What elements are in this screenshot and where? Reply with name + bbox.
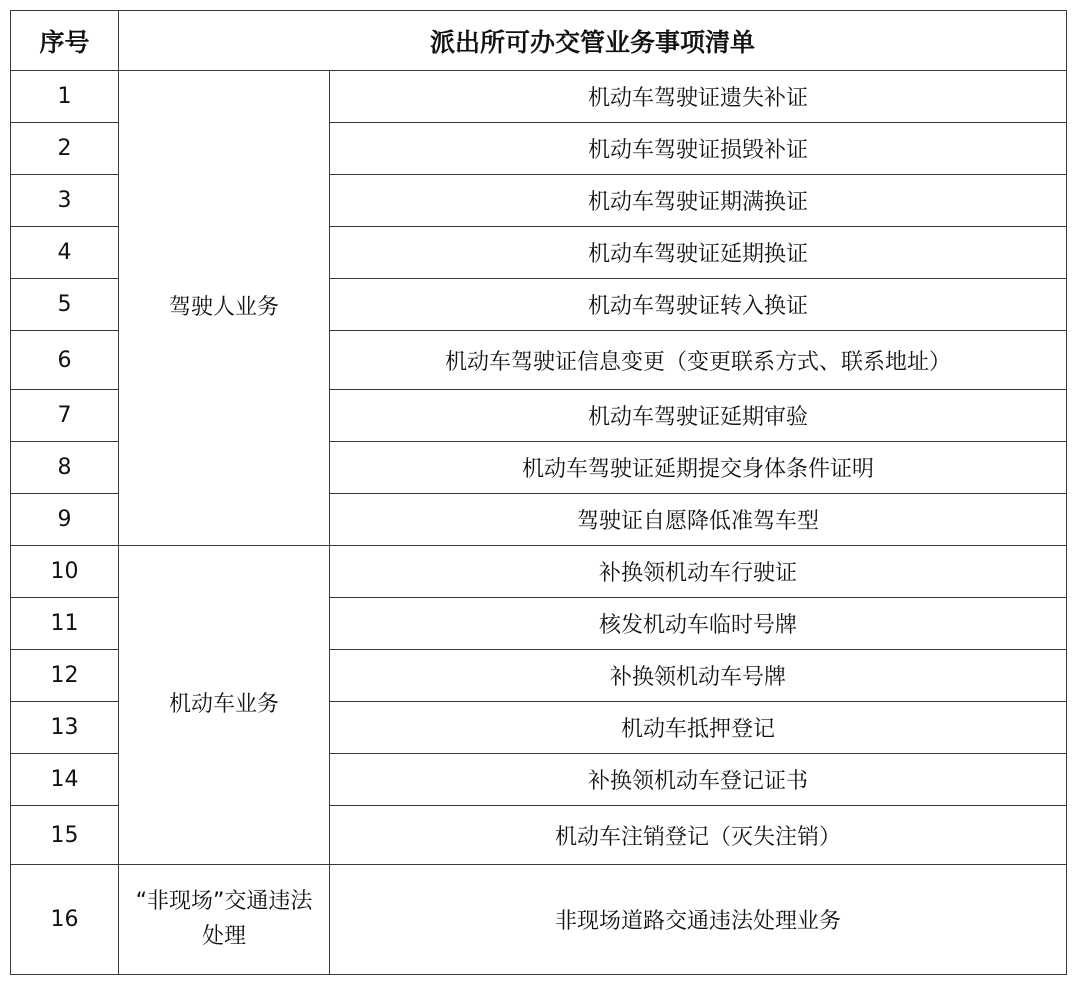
row-number: 6 xyxy=(11,331,119,390)
row-item: 补换领机动车号牌 xyxy=(330,650,1067,702)
row-item: 机动车驾驶证转入换证 xyxy=(330,279,1067,331)
table-row xyxy=(11,865,1067,975)
header-seq: 序号 xyxy=(11,11,119,71)
row-item: 非现场道路交通违法处理业务 xyxy=(330,865,1067,975)
row-number: 1 xyxy=(11,71,119,123)
row-number: 8 xyxy=(11,442,119,494)
row-number: 15 xyxy=(11,806,119,865)
category-vehicle: 机动车业务 xyxy=(119,546,330,865)
row-item: 机动车驾驶证损毁补证 xyxy=(330,123,1067,175)
row-item: 机动车驾驶证延期提交身体条件证明 xyxy=(330,442,1067,494)
row-item: 机动车驾驶证延期审验 xyxy=(330,390,1067,442)
category-offsite xyxy=(119,865,330,975)
row-number: 9 xyxy=(11,494,119,546)
table-row xyxy=(11,546,1067,598)
row-number: 12 xyxy=(11,650,119,702)
row-item: 机动车驾驶证遗失补证 xyxy=(330,71,1067,123)
table-title: 派出所可办交管业务事项清单 xyxy=(119,11,1067,71)
row-item: 机动车驾驶证信息变更（变更联系方式、联系地址） xyxy=(330,331,1067,390)
row-item: 驾驶证自愿降低准驾车型 xyxy=(330,494,1067,546)
header-row xyxy=(11,11,1067,71)
row-number: 13 xyxy=(11,702,119,754)
row-item: 机动车驾驶证期满换证 xyxy=(330,175,1067,227)
row-number: 4 xyxy=(11,227,119,279)
category-offsite-line2: 处理 xyxy=(201,923,246,949)
row-item: 机动车驾驶证延期换证 xyxy=(330,227,1067,279)
row-number: 14 xyxy=(11,754,119,806)
row-item: 补换领机动车登记证书 xyxy=(330,754,1067,806)
row-number: 3 xyxy=(11,175,119,227)
row-number: 11 xyxy=(11,598,119,650)
row-number: 7 xyxy=(11,390,119,442)
row-item: 补换领机动车行驶证 xyxy=(330,546,1067,598)
row-item: 核发机动车临时号牌 xyxy=(330,598,1067,650)
row-item: 机动车注销登记（灭失注销） xyxy=(330,806,1067,865)
table-row xyxy=(11,71,1067,123)
category-driver: 驾驶人业务 xyxy=(119,71,330,546)
row-number: 16 xyxy=(11,865,119,975)
row-number: 5 xyxy=(11,279,119,331)
row-number: 10 xyxy=(11,546,119,598)
row-number: 2 xyxy=(11,123,119,175)
traffic-services-table xyxy=(10,10,1067,975)
row-item: 机动车抵押登记 xyxy=(330,702,1067,754)
category-offsite-line1: “非现场”交通违法 xyxy=(135,889,313,915)
